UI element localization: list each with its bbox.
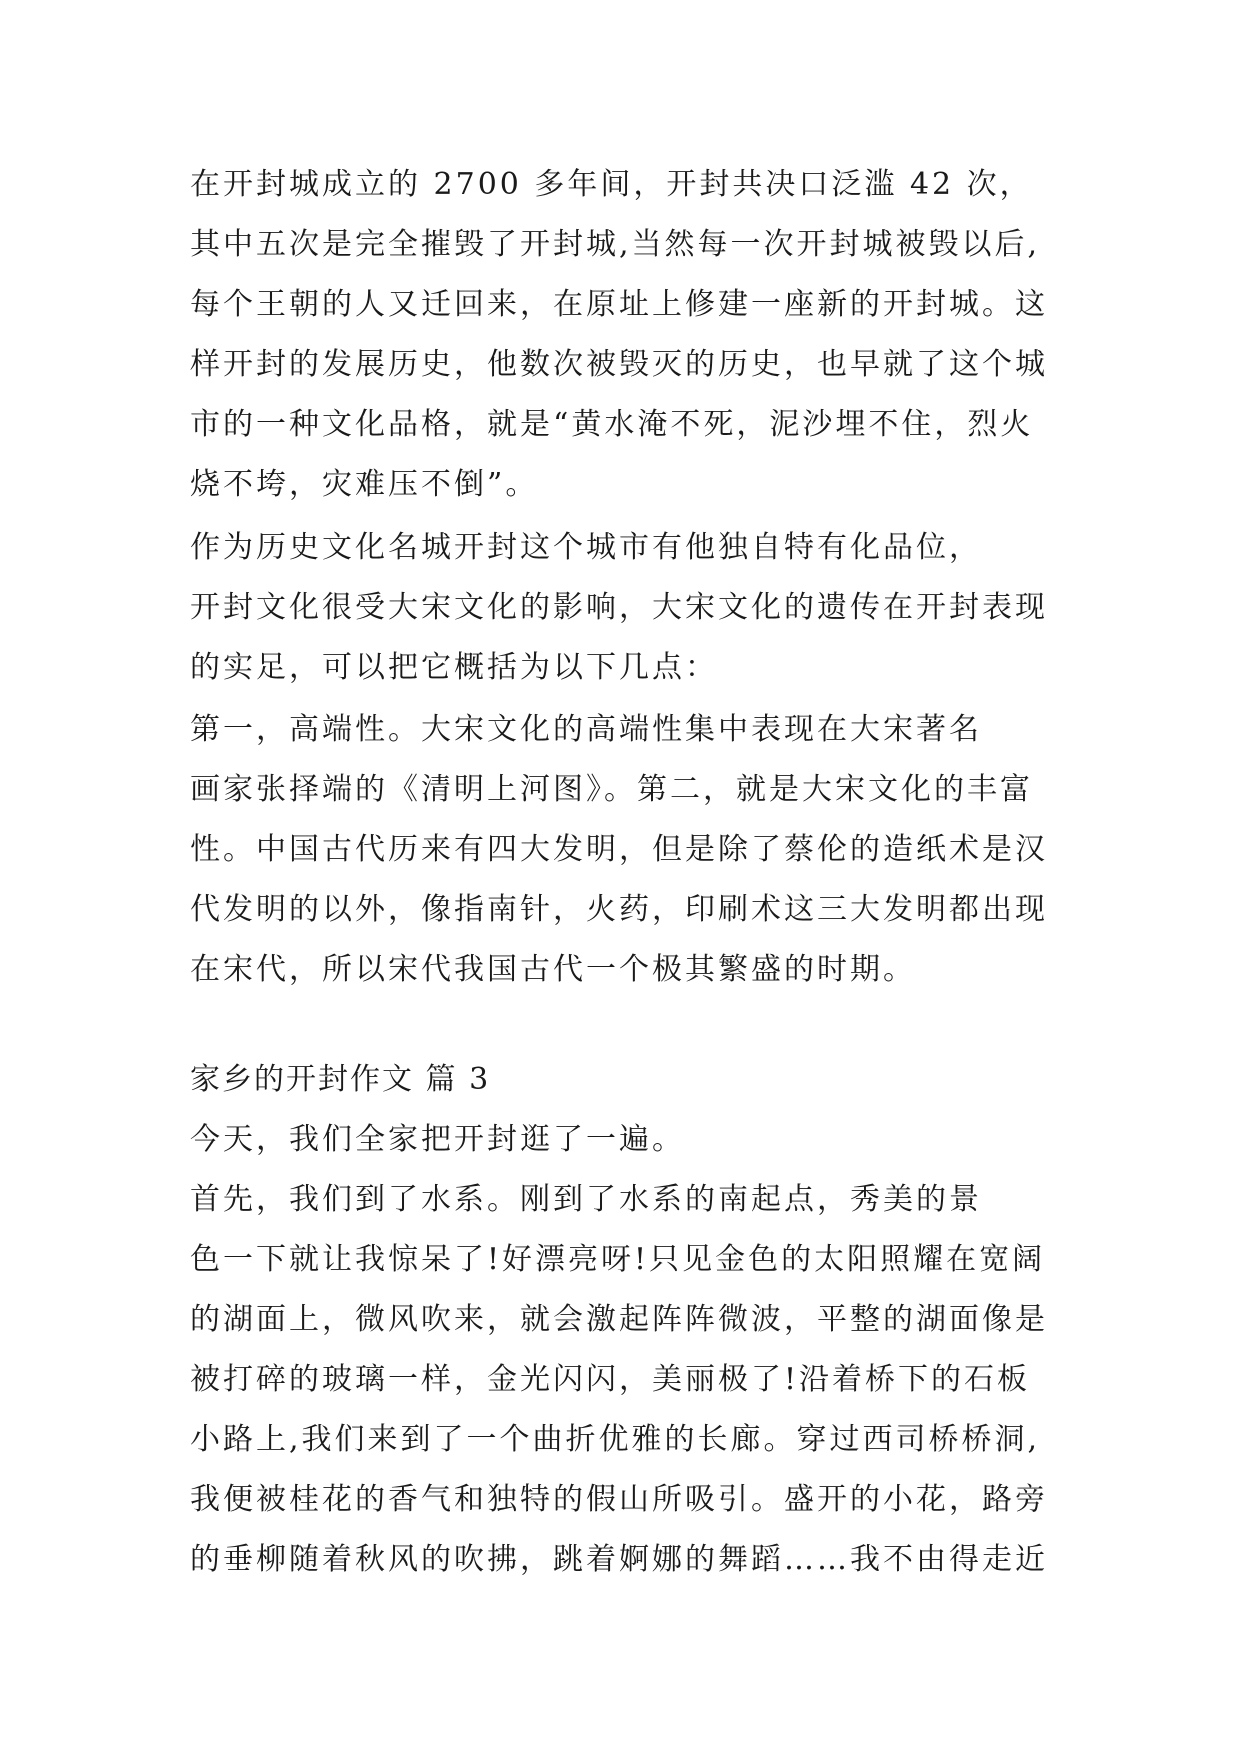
paragraph-line: 其中五次是完全摧毁了开封城,当然每一次开封城被毁以后, — [190, 227, 1041, 262]
paragraph-line: 第一，高端性。大宋文化的高端性集中表现在大宋著名 — [190, 712, 982, 747]
paragraph-line: 被打碎的玻璃一样，金光闪闪，美丽极了!沿着桥下的石板 — [190, 1362, 1031, 1397]
paragraph-line: 首先，我们到了水系。刚到了水系的南起点，秀美的景 — [190, 1182, 982, 1217]
paragraph-line: 烧不垮，灾难压不倒”。 — [190, 467, 539, 502]
paragraph-line: 每个王朝的人又迁回来，在原址上修建一座新的开封城。这 — [190, 287, 1048, 322]
paragraph-line: 性。中国古代历来有四大发明，但是除了蔡伦的造纸术是汉 — [190, 832, 1048, 867]
section-heading: 家乡的开封作文 篇 3 — [190, 1062, 491, 1097]
paragraph-line: 的湖面上，微风吹来，就会激起阵阵微波，平整的湖面像是 — [190, 1302, 1048, 1337]
paragraph-line: 市的一种文化品格，就是“黄水淹不死，泥沙埋不住，烈火 — [190, 407, 1034, 442]
paragraph-line: 代发明的以外，像指南针，火药，印刷术这三大发明都出现 — [190, 892, 1048, 927]
paragraph-line: 开封文化很受大宋文化的影响，大宋文化的遗传在开封表现 — [190, 590, 1048, 625]
paragraph-line: 样开封的发展历史，他数次被毁灭的历史，也早就了这个城 — [190, 347, 1048, 382]
paragraph-line: 小路上,我们来到了一个曲折优雅的长廊。穿过西司桥桥洞, — [190, 1422, 1041, 1457]
paragraph-line: 的垂柳随着秋风的吹拂，跳着婀娜的舞蹈……我不由得走近 — [190, 1542, 1048, 1577]
paragraph-line: 在宋代，所以宋代我国古代一个极其繁盛的时期。 — [190, 952, 916, 987]
paragraph-line: 今天，我们全家把开封逛了一遍。 — [190, 1122, 685, 1157]
paragraph-line: 在开封城成立的 2700 多年间，开封共决口泛滥 42 次， — [190, 167, 1033, 202]
paragraph-line: 画家张择端的《清明上河图》。第二，就是大宋文化的丰富 — [190, 772, 1033, 807]
paragraph-line: 作为历史文化名城开封这个城市有他独自特有化品位， — [190, 530, 982, 565]
paragraph-line: 我便被桂花的香气和独特的假山所吸引。盛开的小花，路旁 — [190, 1482, 1048, 1517]
paragraph-line: 的实足，可以把它概括为以下几点： — [190, 650, 718, 685]
paragraph-line: 色一下就让我惊呆了!好漂亮呀!只见金色的太阳照耀在宽阔 — [190, 1242, 1046, 1277]
